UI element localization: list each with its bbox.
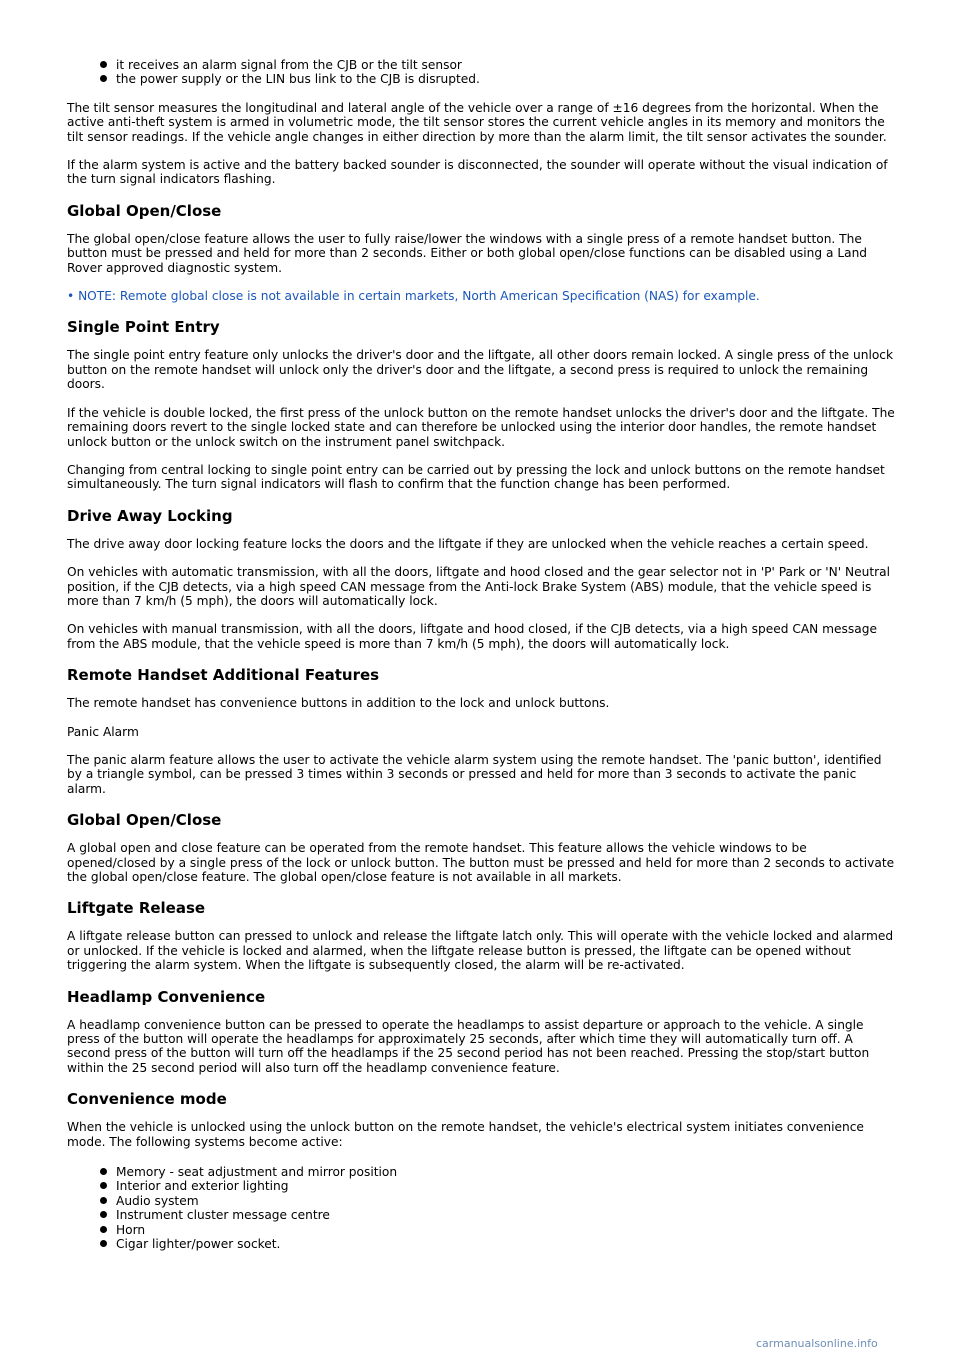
section-heading-remote-handset-features: Remote Handset Additional Features bbox=[67, 666, 380, 685]
list-item: it receives an alarm signal from the CJB or the tilt sensor bbox=[67, 58, 895, 72]
section-heading-drive-away-locking: Drive Away Locking bbox=[67, 506, 233, 525]
global-open-close-2-paragraph: A global open and close feature can be operated from the remote handset. This feature allows the vehicle windows to be opened/closed by a single press of the lock or unlock button. The button must be pressed and held for more than 2 seconds to activate the global open/close feature. The global open/close feature is not available in all markets. bbox=[67, 841, 895, 884]
convenience-mode-paragraph: When the vehicle is unlocked using the unlock button on the remote handset, the vehicle's electrical system initiates convenience mode. The following systems become active: bbox=[67, 1120, 864, 1149]
list-item: Interior and exterior lighting bbox=[67, 1179, 895, 1193]
drive-away-paragraph: The drive away door locking feature locks the doors and the liftgate if they are unlocked when the vehicle reaches a certain speed. bbox=[67, 536, 869, 551]
changing-locking-paragraph: Changing from central locking to single point entry can be carried out by pressing the lock and unlock buttons on the remote handset simultaneously. The turn signal indicators will flash to confirm that the function change has been performed. bbox=[67, 462, 885, 492]
note-remote-global-close: • NOTE: Remote global close is not available in certain markets, North American Specification (NAS) for example. bbox=[67, 289, 760, 304]
document-page bbox=[67, 58, 895, 1252]
panic-alarm-paragraph: The panic alarm feature allows the user to activate the vehicle alarm system using the remote handset. The 'panic button', identified by a triangle symbol, can be pressed 3 times within 3 seconds or pressed and held for more than 3 seconds to activate the panic alarm. bbox=[67, 752, 882, 796]
alarm-sounder-paragraph: If the alarm system is active and the battery backed sounder is disconnected, the sounder will operate without the visual indication of the turn signal indicators flashing. bbox=[67, 158, 888, 187]
list-item: Horn bbox=[67, 1223, 895, 1237]
section-heading-convenience-mode: Convenience mode bbox=[67, 1090, 227, 1109]
section-heading-liftgate-release: Liftgate Release bbox=[67, 899, 206, 918]
watermark: carmanualsonline.info bbox=[756, 1337, 878, 1350]
section-heading-global-open-close: Global Open/Close bbox=[67, 201, 222, 220]
list-item: Instrument cluster message centre bbox=[67, 1208, 895, 1222]
section-heading-headlamp-convenience: Headlamp Convenience bbox=[67, 987, 266, 1006]
list-item: Audio system bbox=[67, 1194, 895, 1208]
list-item: Cigar lighter/power socket. bbox=[67, 1237, 895, 1251]
panic-alarm-label: Panic Alarm bbox=[67, 724, 139, 739]
remote-handset-paragraph: The remote handset has convenience buttons in addition to the lock and unlock buttons. bbox=[67, 696, 610, 711]
list-item: Memory - seat adjustment and mirror position bbox=[67, 1165, 895, 1179]
global-open-close-paragraph: The global open/close feature allows the user to fully raise/lower the windows with a single press of a remote handset button. The button must be pressed and held for more than 2 seconds. Either or both global open/close functions can be disabled using a Land Rover approved diagnostic system. bbox=[67, 231, 868, 275]
headlamp-convenience-paragraph: A headlamp convenience button can be pressed to operate the headlamps to assist departure or approach to the vehicle. A single press of the button will operate the headlamps for approximately 25 seconds, after which time they will automatically turn off. A second press of the button will turn off the headlamps if the 25 second period has not been reached. Pressing the stop/start button within the 25 second period will also turn off the headlamp convenience feature. bbox=[67, 1017, 870, 1075]
manual-transmission-paragraph: On vehicles with manual transmission, with all the doors, liftgate and hood closed, if the CJB detects, via a high speed CAN message from the ABS module, that the vehicle speed is more than 7 km/h (5 mph), the doors will automatically lock. bbox=[67, 622, 877, 651]
section-heading-single-point-entry: Single Point Entry bbox=[67, 318, 220, 337]
tilt-sensor-paragraph: The tilt sensor measures the longitudinal and lateral angle of the vehicle over a range of ±16 degrees from the horizontal. When the active anti-theft system is armed in volumetric mode, the tilt sensor stores the current vehicle angles in its memory and monitors the tilt sensor readings. If the vehicle angle changes in either direction by more than the alarm limit, the tilt sensor activates the sounder. bbox=[67, 100, 887, 144]
double-locked-paragraph: If the vehicle is double locked, the first press of the unlock button on the remote handset unlocks the driver's door and the liftgate. The remaining doors revert to the single locked state and can therefore be unlocked using the interior door handles, the remote handset unlock button or the unlock switch on the instrument panel switchpack. bbox=[67, 405, 895, 449]
convenience-systems-list bbox=[67, 1165, 895, 1251]
automatic-transmission-paragraph: On vehicles with automatic transmission, with all the doors, liftgate and hood closed and the gear selector not in 'P' Park or 'N' Neutral position, if the CJB detects, via a high speed CAN message from the Anti-lock Brake System (ABS) module, that the vehicle speed is more than 7 km/h (5 mph), the doors will automatically lock. bbox=[67, 565, 890, 608]
intro-bullet-list bbox=[67, 58, 895, 87]
section-heading-global-open-close-2: Global Open/Close bbox=[67, 811, 222, 830]
list-item: the power supply or the LIN bus link to the CJB is disrupted. bbox=[67, 72, 895, 86]
single-point-entry-paragraph: The single point entry feature only unlocks the driver's door and the liftgate, all other doors remain locked. A single press of the unlock button on the remote handset will unlock only the driver's door and the liftgate, a second press is required to unlock the remaining doors. bbox=[67, 348, 894, 392]
liftgate-release-paragraph: A liftgate release button can pressed to unlock and release the liftgate latch only. This will operate with the vehicle locked and alarmed or unlocked. If the vehicle is locked and alarmed, when the liftgate release button is pressed, the liftgate can be opened without triggering the alarm system. When the liftgate is subsequently closed, the alarm will be re-activated. bbox=[67, 929, 894, 973]
